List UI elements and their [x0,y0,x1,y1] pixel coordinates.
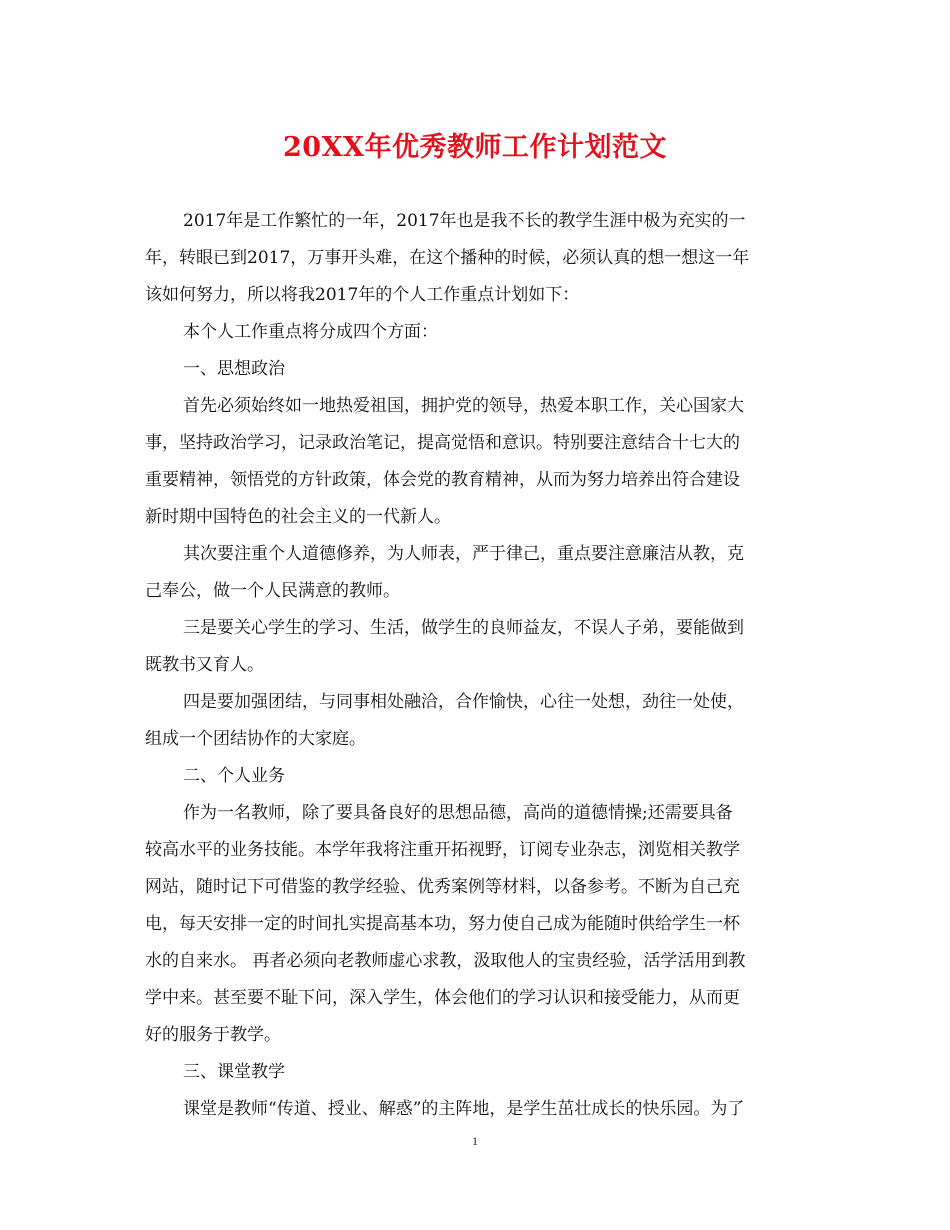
document-title: 20XX年优秀教师工作计划范文 [283,132,667,163]
document-body [145,203,805,1128]
text-line: 作为一名教师，除了要具备良好的思想品德，高尚的道德情操;还需要具备 [183,803,733,823]
paragraph [145,351,805,388]
text-line: 其次要注重个人道德修养，为人师表，严于律己，重点要注意廉洁从教，克 [183,544,744,564]
paragraph [145,795,805,1054]
text-line: 2017年是工作繁忙的一年，2017年也是我不长的教学生涯中极为充实的一 [183,211,746,231]
text-line: 课堂是教师“传道、授业、解惑”的主阵地，是学生茁壮成长的快乐园。为了 [183,1099,745,1119]
paragraph [145,1054,805,1091]
text-line: 新时期中国特色的社会主义的一代新人。 [145,507,451,527]
text-line: 重要精神，领悟党的方针政策，体会党的教育精神，从而为努力培养出符合建设 [145,470,740,490]
paragraph [145,536,805,610]
text-line: 首先必须始终如一地热爱祖国，拥护党的领导，热爱本职工作，关心国家大 [183,396,744,416]
text-line: 组成一个团结协作的大家庭。 [145,729,366,749]
text-line: 三、课堂教学 [183,1062,285,1082]
text-line: 该如何努力，所以将我2017年的个人工作重点计划如下： [145,285,580,305]
text-line: 己奉公，做一个人民满意的教师。 [145,581,400,601]
paragraph [145,1091,805,1128]
text-line: 既教书又育人。 [145,655,264,675]
text-line: 三是要关心学生的学习、生活，做学生的良师益友，不误人子弟，要能做到 [183,618,744,638]
text-line: 本个人工作重点将分成四个方面： [183,322,438,342]
paragraph [145,684,805,758]
text-line: 好的服务于教学。 [145,1025,281,1045]
text-line: 较高水平的业务技能。本学年我将注重开拓视野，订阅专业杂志，浏览相关教学 [145,840,740,860]
paragraph [145,203,805,314]
paragraph [145,314,805,351]
text-line: 事，坚持政治学习，记录政治笔记，提高觉悟和意识。特别要注意结合十七大的 [145,433,740,453]
text-line: 一、思想政治 [183,359,285,379]
paragraph [145,388,805,536]
text-line: 年，转眼已到2017，万事开头难，在这个播种的时候，必须认真的想一想这一年 [145,248,750,268]
paragraph [145,610,805,684]
paragraph [145,758,805,795]
text-line: 电，每天安排一定的时间扎实提高基本功，努力使自己成为能随时供给学生一杯 [145,914,740,934]
text-line: 二、个人业务 [183,766,285,786]
text-line: 水的自来水。 再者必须向老教师虚心求教，汲取他人的宝贵经验，活学活用到教 [145,951,746,971]
text-line: 四是要加强团结，与同事相处融洽，合作愉快，心往一处想，劲往一处使， [183,692,744,712]
text-line: 学中来。甚至要不耻下问，深入学生，体会他们的学习认识和接受能力，从而更 [145,988,740,1008]
page-number: 1 [472,1134,478,1148]
text-line: 网站，随时记下可借鉴的教学经验、优秀案例等材料，以备参考。不断为自己充 [145,877,740,897]
